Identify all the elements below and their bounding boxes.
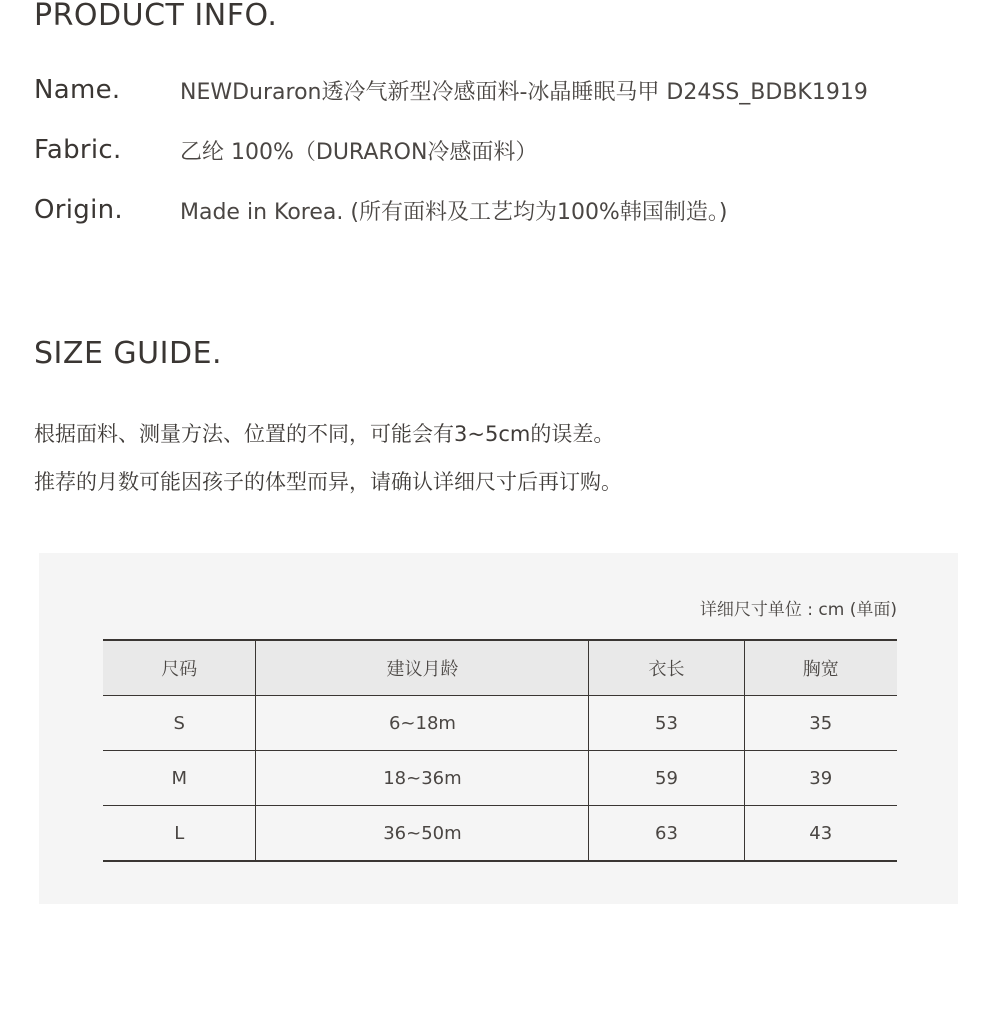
table-row (103, 696, 897, 751)
size-table-panel (39, 553, 958, 904)
info-row-fabric (34, 130, 974, 170)
info-label-fabric: Fabric. (34, 135, 122, 165)
info-label-name: Name. (34, 75, 121, 105)
header-size: 尺码 (103, 640, 256, 696)
header-length: 衣长 (589, 640, 744, 696)
info-value-fabric: 乙纶 100%（DURARON冷感面料） (180, 139, 538, 165)
cell-chest: 39 (744, 751, 897, 806)
info-value-origin: Made in Korea. (所有面料及工艺均为100%韩国制造。) (180, 199, 728, 225)
info-label-origin: Origin. (34, 195, 123, 225)
cell-chest: 35 (744, 696, 897, 751)
cell-age: 18~36m (256, 751, 589, 806)
size-note-tolerance: 根据面料、测量方法、位置的不同，可能会有3~5cm的误差。 (34, 422, 615, 446)
size-table (103, 639, 897, 862)
info-row-origin (34, 190, 974, 230)
product-info-title: PRODUCT INFO. (34, 0, 278, 33)
table-row (103, 751, 897, 806)
cell-chest: 43 (744, 806, 897, 862)
cell-length: 63 (589, 806, 744, 862)
cell-age: 36~50m (256, 806, 589, 862)
table-header-row (103, 640, 897, 696)
cell-length: 53 (589, 696, 744, 751)
size-note-recommendation: 推荐的月数可能因孩子的体型而异，请确认详细尺寸后再订购。 (34, 470, 622, 494)
header-age: 建议月龄 (256, 640, 589, 696)
cell-size: M (171, 767, 187, 789)
cell-age: 6~18m (256, 696, 589, 751)
info-value-name: NEWDuraron透冷气新型冷感面料-冰晶睡眠马甲 D24SS_BDBK1919 (180, 79, 868, 105)
unit-note: 详细尺寸单位 : cm (单面) (699, 600, 897, 620)
cell-size: L (174, 822, 185, 844)
header-chest: 胸宽 (744, 640, 897, 696)
table-row (103, 806, 897, 862)
cell-size: S (173, 712, 185, 734)
cell-length: 59 (589, 751, 744, 806)
size-guide-title: SIZE GUIDE. (34, 336, 223, 371)
size-notes (34, 416, 974, 512)
info-row-name (34, 70, 974, 110)
